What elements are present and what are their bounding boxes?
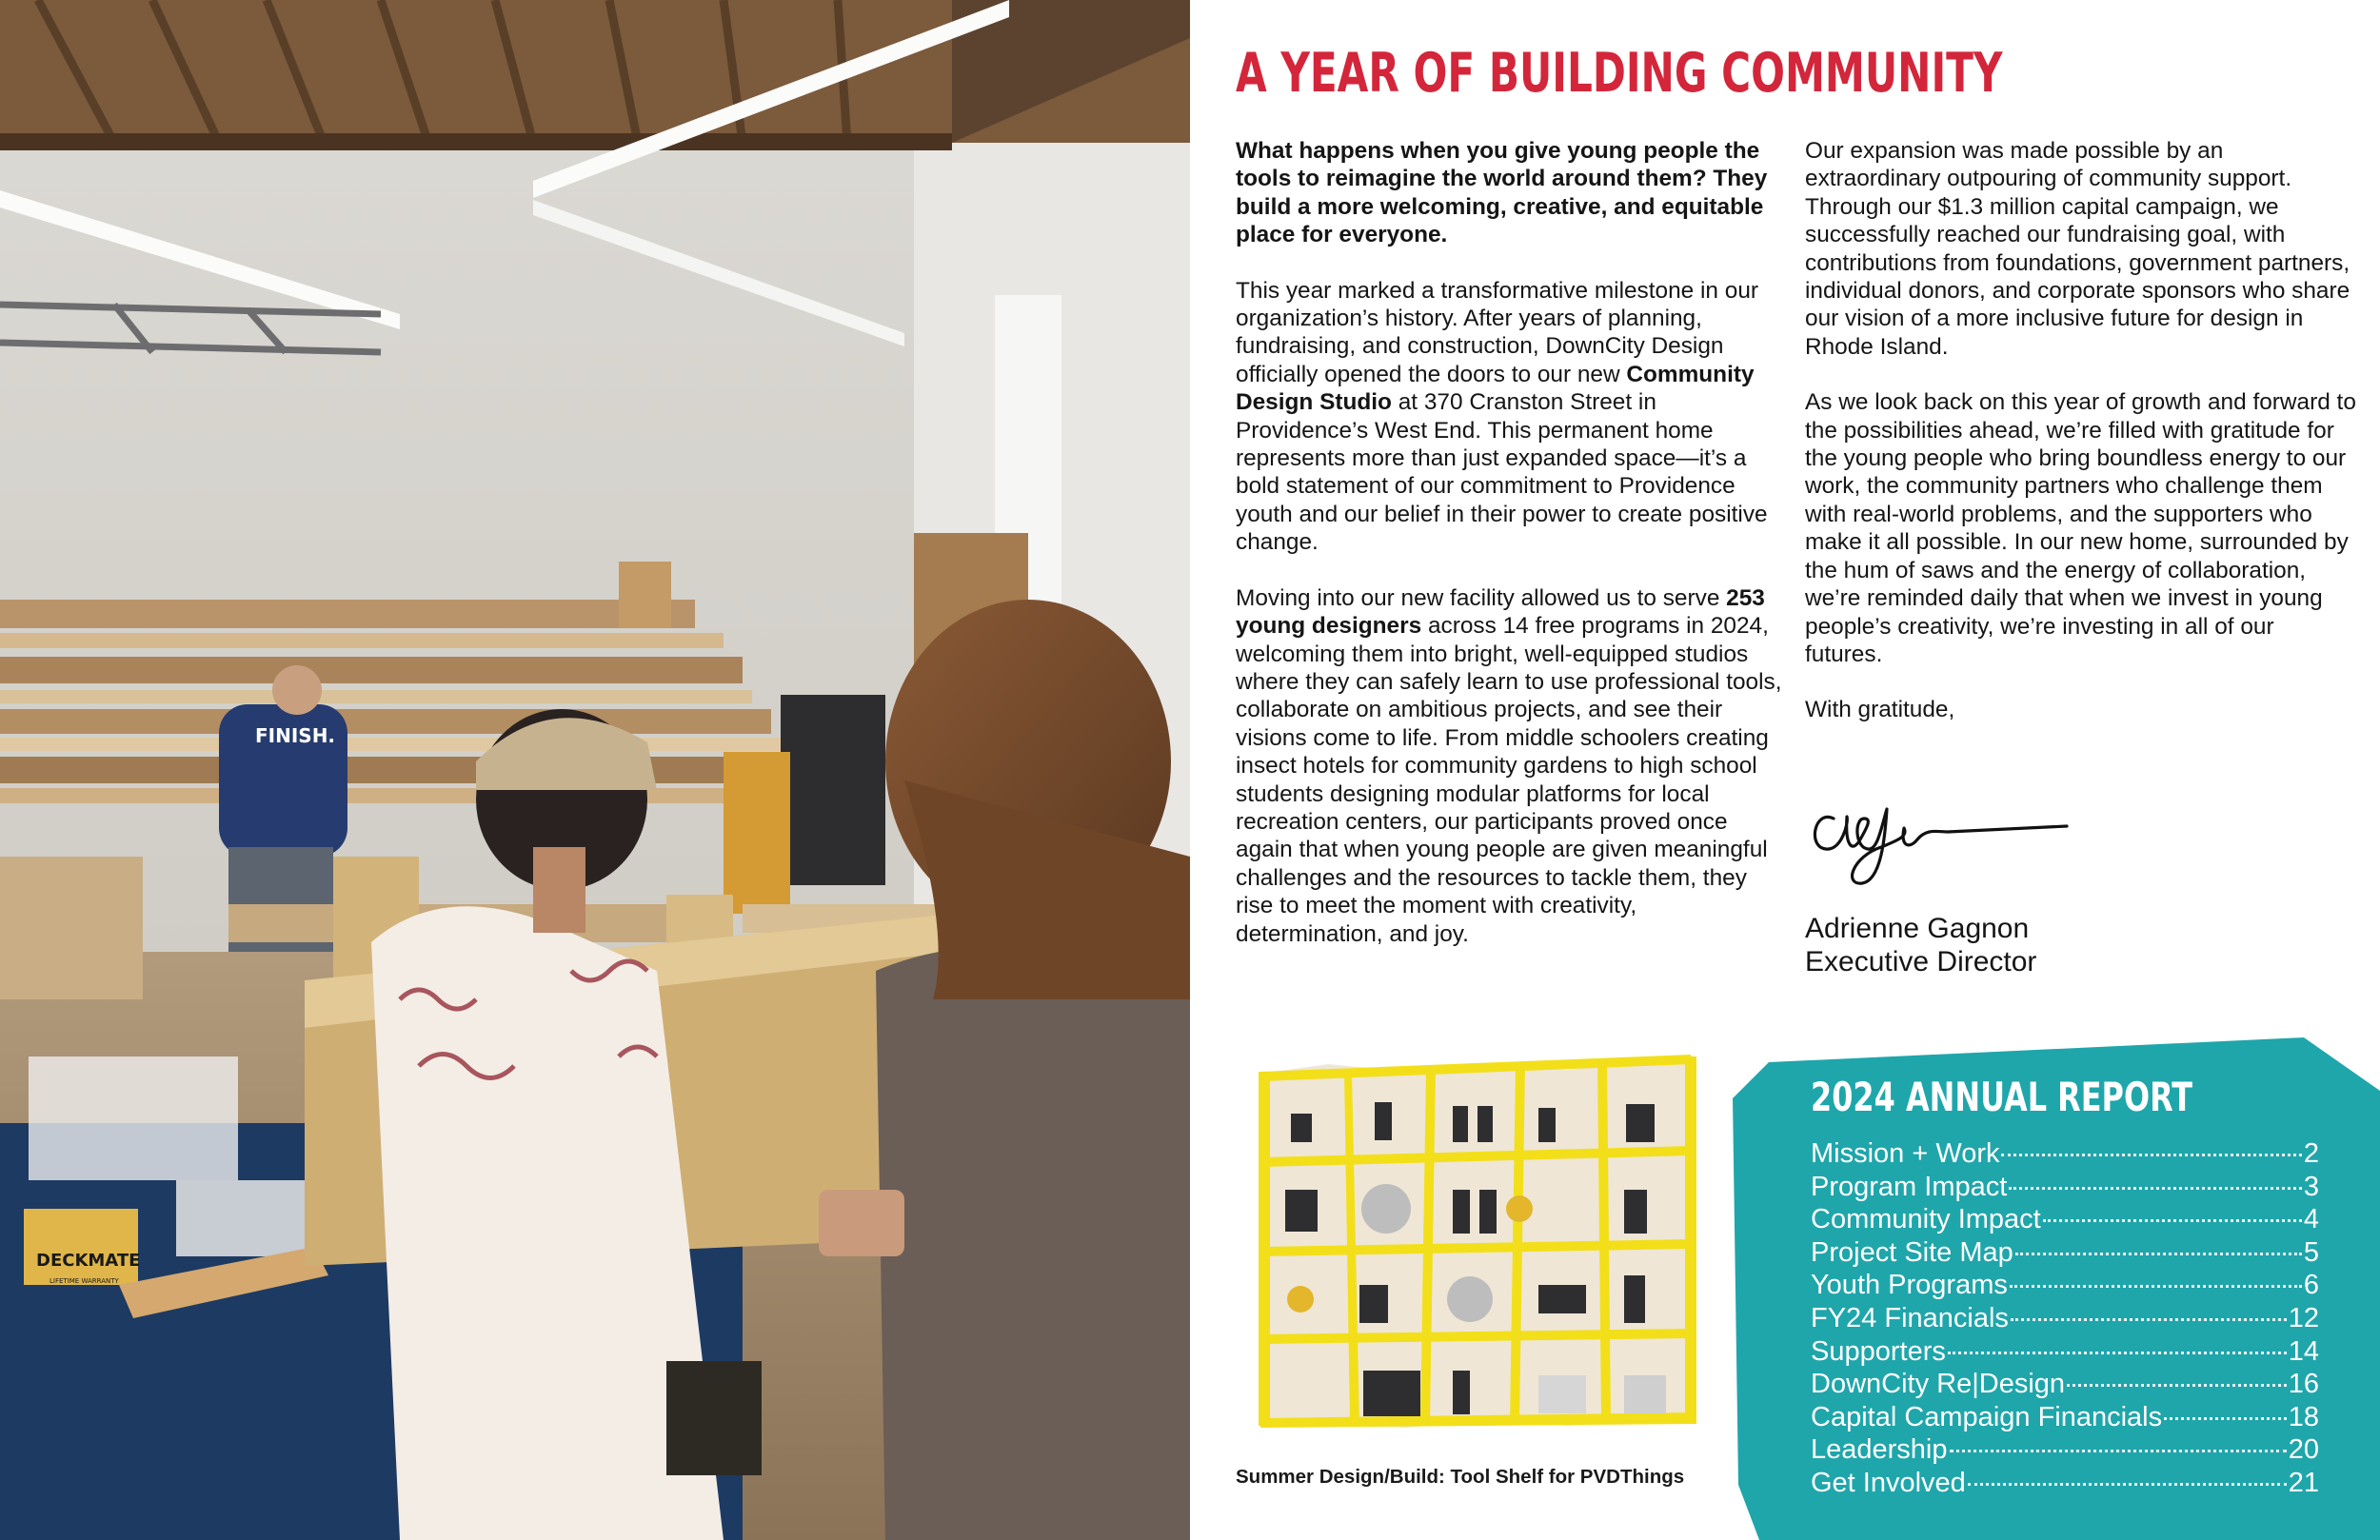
letter-paragraph-1: This year marked a transformative milestone in our organization’s history. After years of planning, fundraising, and construction, DownCity Design officially opened the doors to our new Community Design Studio at 370 Cranston Street in Providence’s West End. This permanent home represents more than just expanded space—it’s a bold statement of our commitment to Providence youth and our belief in their power to create positive change.	[1236, 277, 1768, 556]
letter-paragraph-4: As we look back on this year of growth and forward to the possibilities ahead, we’re filled with gratitude for the young people who bring boundless energy to our work, the community partners who challenge them with real-world problems, and the supporters who make it all possible. In our new home, surrounded by the hum of saws and the energy of collaboration, we’re reminded daily that when we invest in young people’s creativity, we’re investing in all of our futures.	[1805, 389, 2356, 667]
toc-item[interactable]	[1811, 1468, 2319, 1501]
toc-item-label: Get Involved	[1811, 1467, 1966, 1498]
page-headline: A YEAR OF BUILDING COMMUNITY	[1236, 42, 2003, 105]
toc-dot-leader	[2067, 1384, 2287, 1387]
toc-title: 2024 ANNUAL REPORT	[1811, 1074, 2193, 1120]
table-of-contents	[1811, 1138, 2319, 1501]
toc-dot-leader	[1968, 1483, 2287, 1486]
toc-item[interactable]	[1811, 1138, 2319, 1172]
signer-title: Executive Director	[1805, 946, 2037, 977]
highlight-studio: Community Design Studio	[1236, 361, 1755, 416]
shirt-text: FINISH.	[255, 724, 336, 747]
toc-item-page: 21	[2288, 1467, 2319, 1498]
letter-paragraph-2: Moving into our new facility allowed us to serve 253 young designers across 14 free programs in 2024, welcoming them into bright, well-equipped studios where they can safely learn to use professional tools, collaborate on ambitious projects, and see their visions come to life. From middle schoolers creating insect hotels for community gardens to high school students designing modular platforms for local recreation centers, our participants proved once again that when young people are given meaningful challenges and the resources to tackle them, they rise to meet the moment with creativity, determination, and joy.	[1236, 584, 1782, 947]
letter-paragraph-3: Our expansion was made possible by an extraordinary outpouring of community support. Through our $1.3 million capital campaign, we successfully reached our fundraising goal, with contributions from foundations, government partners, individual donors, and corporate sponsors who share our vision of a more inclusive future for design in Rhode Island.	[1805, 138, 2350, 360]
letter-lead: What happens when you give young people the tools to reimagine the world around them? They build a more welcoming, creative, and equitable place for everyone.	[1236, 138, 1768, 248]
letter-column-right	[1805, 137, 2357, 752]
toc-item-page: 3	[2303, 1171, 2319, 1202]
toc-item-page: 5	[2303, 1236, 2319, 1268]
letter-closing: With gratitude,	[1805, 697, 1955, 723]
toc-item-label: Community Impact	[1811, 1204, 2041, 1235]
toc-item[interactable]	[1811, 1303, 2319, 1336]
toc-item[interactable]	[1811, 1172, 2319, 1205]
box-subtext: LIFETIME WARRANTY	[50, 1277, 119, 1285]
toc-dot-leader	[2010, 1285, 2302, 1288]
toc-item-label: Program Impact	[1811, 1171, 2008, 1202]
toc-item[interactable]	[1811, 1369, 2319, 1402]
toc-dot-leader	[2164, 1417, 2287, 1420]
toc-item[interactable]	[1811, 1336, 2319, 1370]
toc-item-page: 4	[2303, 1204, 2319, 1235]
box-brand: DECKMATE	[36, 1251, 141, 1271]
toc-item-page: 18	[2288, 1401, 2319, 1432]
toc-item-page: 6	[2303, 1270, 2319, 1301]
toc-item-page: 14	[2288, 1335, 2319, 1367]
signer-name: Adrienne Gagnon	[1805, 913, 2030, 944]
signer-block	[1805, 912, 2036, 978]
toc-item[interactable]	[1811, 1434, 2319, 1468]
toc-dot-leader	[2001, 1154, 2301, 1156]
toc-item-label: Capital Campaign Financials	[1811, 1401, 2163, 1432]
signature-image	[1805, 790, 2072, 895]
toc-item-page: 12	[2288, 1302, 2319, 1333]
toc-dot-leader	[2043, 1219, 2302, 1222]
toc-item-page: 2	[2303, 1138, 2319, 1169]
tool-shelf-photo	[1253, 1047, 1700, 1437]
toc-dot-leader	[1950, 1450, 2287, 1452]
toc-dot-leader	[2009, 1187, 2302, 1190]
toc-dot-leader	[2011, 1318, 2287, 1321]
toc-item[interactable]	[1811, 1237, 2319, 1271]
toc-dot-leader	[1948, 1352, 2287, 1354]
toc-item-label: Youth Programs	[1811, 1270, 2008, 1301]
toc-item-label: DownCity Re|Design	[1811, 1369, 2066, 1400]
toc-item-label: Mission + Work	[1811, 1138, 2000, 1169]
letter-column-left	[1236, 137, 1788, 976]
shelf-caption: Summer Design/Build: Tool Shelf for PVDThings	[1236, 1466, 1685, 1488]
toc-item[interactable]	[1811, 1402, 2319, 1435]
toc-item-page: 16	[2288, 1369, 2319, 1400]
toc-item-label: FY24 Financials	[1811, 1302, 2009, 1333]
highlight-designers: 253 young designers	[1236, 584, 1765, 640]
toc-item-label: Supporters	[1811, 1335, 1946, 1367]
toc-item-label: Project Site Map	[1811, 1236, 2013, 1268]
toc-item[interactable]	[1811, 1204, 2319, 1237]
toc-item-label: Leadership	[1811, 1434, 1948, 1466]
toc-item[interactable]	[1811, 1270, 2319, 1303]
toc-dot-leader	[2015, 1253, 2302, 1255]
toc-item-page: 20	[2288, 1434, 2319, 1466]
